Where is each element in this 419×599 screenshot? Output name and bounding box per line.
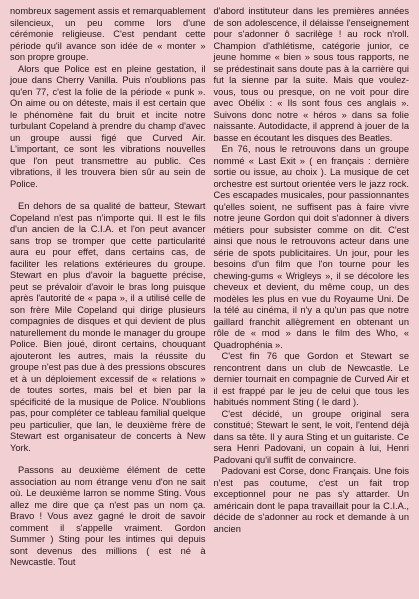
article-paragraph: d'abord instituteur dans les premières années de son adolescence, il délaisse l'enseignement pour s'adonner ô sacrilège ! au rock n'roll. Champion d'athlétisme, catégorie junior, ce jeune homme « bien » sous tous rapports, ne se prédestinait sans doute pas à la carrière qui fut la sienne par la suite. Mais que voulez-vous, tous ou presque, on ne voit pour dire avec Obélix : « Ils sont fous ces anglais ». Suivons donc notre « héros » dans sa folie naissante. Autodidacte, il apprend à jouer de la basse en écoutant les disques des Beatles. xyxy=(213,6,409,143)
text-column-left xyxy=(10,6,206,599)
article-paragraph: En 76, nous le retrouvons dans un groupe nommé « Last Exit » ( en français : dernière sortie ou issue, au choix ). La musique de cet orchestre est surtout orientée vers le jazz rock. Ces escapades musicales, pour passionnantes qu'elles soient, ne suffisent pas à faire vivre notre jeune Gordon qui doit s'adonner à divers métiers pour subsister comme on dit. C'est ainsi que nous le retrouvons acteur dans une série de spots publicitaires. Un jour, pour les besoins d'un film que l'on tourne pour les chewing-gums « Wrigleys », il se décolore les cheveux et devient, du même coup, un des modèles les plus en vue du Royaume Uni. De la télé au cinéma, il n'y a qu'un pas que notre gaillard franchit allègrement en obtenant un rôle de « mod » dans le film des Who, « Quadrophénia ». xyxy=(213,144,409,350)
article-paragraph: Passons au deuxième élément de cette association au nom étrange venu d'on ne sait où. Le deuxième larron se nomme Sting. Vous allez me dire que ça n'est pas un nom ça. Bravo ! Vous avez gagné le droit de savoir comment il s'appelle vraiment. Gordon Summer ) Sting pour les intimes qui depuis sont devenus des millions ( est né à Newcastle. Tout xyxy=(10,465,206,567)
article-paragraph: C'est fin 76 que Gordon et Stewart se rencontrent dans un club de Newcastle. Le dernier tournait en compagnie de Curved Air et il est frappé par le jeu de celui que tous les habitués nomment Sting ( le dard ). xyxy=(213,351,409,407)
article-paragraph: Alors que Police est en pleine gestation, il joue dans Cherry Vanilla. Puis n'oublions pas qu'en 77, c'est la folie de la période « punk ». On aime ou on déteste, mais il est certain que le phénomène fait du bruit et incite notre turbulant Copeland à prendre du champ d'avec un groupe aussi figé que Curved Air. L'important, ce sont les vibrations nouvelles que l'on peut transmettre au public. Ces vibrations, il les trouvera bien sûr au sein de Police. xyxy=(10,63,206,189)
article-paragraph: nombreux sagement assis et remarquablement silencieux, un peu comme lors d'une cérémonie religieuse. C'est pendant cette période qu'il avance son idée de « monter » son propre groupe. xyxy=(10,6,206,62)
text-column-right xyxy=(214,6,410,599)
article-paragraph: Padovani est Corse, donc Français. Une fois n'est pas coutume, c'est un fait trop exceptionnel pour ne pas s'y attarder. Un américain dont le papa travaillait pour la C.I.A., décide de s'adonner au rock et demande à un ancien xyxy=(213,466,409,534)
article-paragraph: C'est décidé, un groupe original sera constitué; Stewart le sent, le voit, l'entend déjà dans sa tête. Il y aura Sting et un guitariste. Ce sera Henri Padovani, un copain à lui, Henri Padovani qu'il suffit de convaincre. xyxy=(213,408,409,465)
article-paragraph: En dehors de sa qualité de batteur, Stewart Copeland n'est pas n'importe qui. Il est le fils d'un ancien de la C.I.A. et l'on peut avancer sans trop se tromper que cette particularité aura eu pour effet, dans certains cas, de faciliter les relations extérieures du groupe. Stewart en plus d'avoir la baguette précise, peut se prévaloir d'avoir le bras long puisque après l'autorité de « papa », il a utilisé celle de son frère Mile Copeland qui dirige plusieurs compagnies de disques et qui devient de plus naturellement du monde le manager du groupe Police. Bien joué, diront certains, chouquant ajouteront les autres, mais la réussite du groupe n'est pas due à des pressions obscures et à un déploiement excessif de « relations » de toutes sortes, mais bel et bien par la spécificité de la musique de Police. N'oublions pas, pour compléter ce tableau familial quelque peu particulier, que lan, le deuxième frère de Stewart est organisateur de concerts à New York. xyxy=(10,201,206,453)
